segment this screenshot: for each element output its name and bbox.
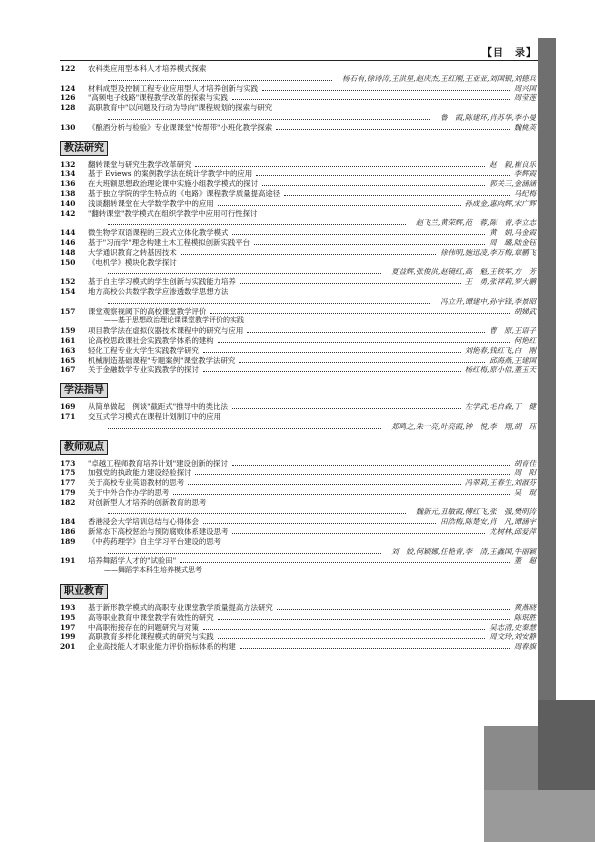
toc-section	[60, 135, 536, 376]
article-authors: 周莹莲	[513, 93, 536, 103]
article-title: 从简单做起 例谈"截距式"推导中的类比法	[88, 402, 228, 412]
dot-leader	[232, 228, 485, 235]
dot-leader	[173, 488, 510, 495]
article-title: 新常态下高校惩治与预防腐败体系建设思考	[88, 527, 229, 537]
article-authors: 郑鸣之,朱一亮,叶亮霞,钟 悦,李 翔,胡 珏	[391, 421, 536, 431]
article-authors: 徐伟明,施迅凌,李万梅,章鹏飞	[440, 247, 536, 257]
article-title: 《中药药理学》自主学习平台建设的思考	[88, 536, 222, 546]
page-number: 126	[60, 93, 76, 103]
page-number: 197	[60, 622, 76, 632]
toc-entry[interactable]	[60, 498, 536, 508]
page-number: 184	[60, 517, 76, 527]
page-number: 152	[60, 277, 76, 287]
dot-leader	[203, 365, 461, 372]
page-number: 195	[60, 612, 76, 622]
page-number: 191	[60, 556, 76, 566]
article-authors: 鲁 霞,陈建环,肖苏华,李小曼	[440, 112, 536, 122]
page-number: 179	[60, 487, 76, 497]
article-subtitle: ——舞蹈学本科生培养模式思考	[104, 566, 202, 575]
article-authors: 冯翠莉,王春生,刘淑芬	[464, 478, 536, 488]
article-title: 论高校思政课社会实践教学体系的建构	[88, 335, 214, 345]
article-title: 加强党的执政能力建设经验探讨	[88, 468, 192, 478]
article-title: "卓越工程师教育培养计划"建设创新的探讨	[88, 458, 228, 468]
toc-entry[interactable]	[60, 336, 536, 346]
toc-entry[interactable]	[60, 160, 536, 170]
toc-entry[interactable]	[60, 179, 536, 189]
article-authors: 周 璐,陆金钰	[489, 237, 536, 247]
page-number: 167	[60, 365, 76, 375]
toc-entry[interactable]	[60, 84, 536, 94]
article-authors: 刘艳春,钱红飞,白 刚	[464, 345, 536, 355]
page-number: 150	[60, 257, 76, 267]
page-number: 182	[60, 497, 76, 507]
article-title: 课堂观察视阈下的高校课堂教学评价	[88, 306, 207, 316]
article-authors: 董 超	[513, 556, 536, 566]
section-heading: 教师观点	[60, 440, 108, 455]
dot-leader	[203, 346, 461, 353]
article-authors: 夏益辉,张俊洪,赵镜红,高 魁,王铁军,方 芳	[391, 267, 536, 277]
toc-entry[interactable]	[60, 517, 536, 527]
article-title: 地方高校公共数学教学应渗透数学思想方法	[88, 286, 229, 296]
article-authors: 黄 娟,马金霞	[489, 228, 536, 238]
section-heading: 学法指导	[60, 383, 108, 398]
page-number: 199	[60, 632, 76, 642]
toc-entry[interactable]	[60, 346, 536, 356]
dot-leader	[203, 517, 436, 524]
dot-leader	[108, 422, 381, 429]
article-authors: 左学武,毛自森,丁 健	[464, 402, 536, 412]
table-of-contents	[60, 64, 536, 654]
dot-leader	[181, 248, 437, 255]
dot-leader	[232, 527, 485, 534]
dot-leader	[203, 623, 485, 630]
author-line	[60, 547, 536, 557]
article-authors: 魏新元,丑敏霞,傅红飞,张 强,樊明涛	[415, 507, 536, 517]
article-authors: 曹 原,王语子	[489, 326, 536, 336]
page-number: 144	[60, 228, 76, 238]
dot-leader	[232, 459, 510, 466]
dot-leader	[240, 277, 461, 284]
article-title: 材料成型及控制工程专业应用型人才培养创新与实践	[88, 83, 258, 93]
article-authors: 吴 琨	[513, 487, 536, 497]
article-title: 中高职衔接存在的问题研究与对策	[88, 622, 199, 632]
toc-section	[60, 578, 536, 652]
dot-leader	[195, 468, 509, 475]
toc-entry[interactable]	[60, 93, 536, 103]
article-authors: 黄燕晓	[513, 603, 536, 613]
article-subtitle: ——基于思想政治理论课课堂教学评价的实践	[104, 316, 244, 325]
toc-entry[interactable]	[60, 287, 536, 297]
dot-leader	[254, 238, 485, 245]
dot-leader	[284, 189, 510, 196]
page-header-title: 【目 录】	[482, 48, 537, 59]
dot-leader	[277, 603, 510, 610]
article-authors: 何艳红	[513, 335, 536, 345]
article-title: 关于金融数学专业实践教学的探讨	[88, 365, 199, 375]
dot-leader	[262, 179, 485, 186]
page-number: 130	[60, 122, 76, 132]
page-number: 171	[60, 411, 76, 421]
author-line	[60, 74, 536, 84]
toc-entry[interactable]	[60, 402, 536, 412]
toc-entry[interactable]	[60, 488, 536, 498]
page-number: 142	[60, 208, 76, 218]
header-rule	[60, 60, 538, 61]
page-number: 186	[60, 527, 76, 537]
article-authors: 李辉霞	[513, 169, 536, 179]
page-number: 163	[60, 345, 76, 355]
toc-entry[interactable]	[60, 228, 536, 238]
page-number: 122	[60, 64, 76, 73]
page-number: 173	[60, 458, 76, 468]
article-title: 关于高校专业英语教材的思考	[88, 478, 185, 488]
article-authors: 杨石有,徐诗涛,王洪星,赵庆杰,王红刚,王亚亚,刘国银,刘德兵	[342, 73, 536, 83]
page-number: 132	[60, 159, 76, 169]
page-number: 165	[60, 355, 76, 365]
page-number: 136	[60, 179, 76, 189]
page-number: 148	[60, 247, 76, 257]
toc-section	[60, 434, 536, 577]
dot-leader	[218, 336, 510, 343]
dot-leader	[195, 160, 485, 167]
article-title: "高频电子线路"课程教学改革的探索与实践	[88, 93, 228, 103]
article-title: 高等职业教育中课堂教学有效性的研究	[88, 612, 214, 622]
page-number: 159	[60, 326, 76, 336]
article-title: 《酿酒分析与检验》专业课课堂"传帮带"小班化教学探索	[88, 122, 273, 132]
article-authors: 邱海燕,王建国	[489, 355, 536, 365]
corner-decoration	[484, 790, 595, 842]
article-title: 轻化工程专业大学生实践教学研究	[88, 345, 199, 355]
dot-leader	[239, 356, 485, 363]
page-number: 161	[60, 335, 76, 345]
page-number: 157	[60, 306, 76, 316]
section-heading: 教法研究	[60, 141, 108, 156]
author-line	[60, 218, 536, 228]
article-title: 机械制造基础课程"专题案例"课堂教学法研究	[88, 355, 236, 365]
toc-entry[interactable]	[60, 258, 536, 268]
article-title: 微生物学双语课程的三段式立体化教学模式	[88, 228, 229, 238]
toc-entry[interactable]	[60, 103, 536, 113]
page-number: 175	[60, 468, 76, 478]
article-title: 香港浸会大学培训总结与心得体会	[88, 517, 199, 527]
page-number: 193	[60, 603, 76, 613]
toc-entry[interactable]	[60, 64, 536, 74]
dot-leader	[240, 642, 510, 649]
article-title: 高职教育多样化课程模式的研究与实践	[88, 632, 214, 642]
dot-leader	[108, 297, 430, 304]
side-bar-decoration	[538, 38, 556, 798]
dot-leader	[108, 507, 406, 514]
article-title: 基于独立学院的学生特点的《电路》课程教学质量提高途径	[88, 188, 281, 198]
article-authors: 魏桃英	[513, 122, 536, 132]
page-number: 134	[60, 169, 76, 179]
dot-leader	[108, 267, 381, 274]
page-number: 138	[60, 188, 76, 198]
dot-leader	[232, 93, 510, 100]
article-authors: 周兴国	[513, 83, 536, 93]
dot-leader	[108, 74, 332, 81]
article-authors: 赵飞兰,黄荣辉,范 蓉,陈 青,李立志	[415, 218, 536, 228]
toc-entry[interactable]	[60, 365, 536, 375]
toc-entry[interactable]	[60, 527, 536, 537]
page-number: 124	[60, 83, 76, 93]
toc-entry[interactable]	[60, 556, 536, 566]
article-title: 在大班额思想政治理论课中实施小组教学模式的探讨	[88, 179, 258, 189]
toc-section	[60, 64, 536, 133]
article-authors: 陈珉胜	[513, 612, 536, 622]
article-title: 基于新形教学模式的高职专业课堂教学质量提高方法研究	[88, 603, 273, 613]
dot-leader	[276, 123, 510, 130]
dot-leader	[247, 326, 485, 333]
toc-entry[interactable]	[60, 459, 536, 469]
dot-leader	[218, 199, 461, 206]
toc-entry[interactable]	[60, 209, 536, 219]
toc-entry[interactable]	[60, 623, 536, 633]
toc-entry[interactable]	[60, 642, 536, 652]
dot-leader	[218, 632, 486, 639]
toc-entry[interactable]	[60, 307, 536, 317]
article-authors: 冯立升,谭建中,孙宇锋,李景昭	[440, 296, 536, 306]
page-number: 189	[60, 536, 76, 546]
dot-leader	[210, 307, 510, 314]
article-authors: 周文玲,刘安静	[489, 632, 536, 642]
dot-leader	[108, 113, 430, 120]
article-authors: 吴志清,史秦慧	[489, 622, 536, 632]
author-line	[60, 422, 536, 432]
article-title: 基于"习而学"理念构建土木工程模拟创新实践平台	[88, 237, 251, 247]
article-authors: 田浩梅,陈楚安,肖 凡,谭涵宇	[440, 517, 536, 527]
dot-leader	[232, 402, 461, 409]
article-title: 基于 Eviews 的案例教学法在统计学教学中的应用	[88, 169, 253, 179]
article-authors: 刘 姣,何颖娜,任艳青,李 清,王鑫国,牛丽颖	[391, 546, 536, 556]
article-title: 农科类应用型本科人才培养模式探索	[88, 64, 207, 73]
page-number: 128	[60, 103, 76, 113]
author-line	[60, 267, 536, 277]
article-authors: 周 阳	[513, 468, 536, 478]
page-number: 154	[60, 286, 76, 296]
article-authors: 孙成金,惠向辉,宋广辉	[464, 198, 536, 208]
article-title: "翻转课堂"教学模式在组织学教学中应用可行性探讨	[88, 208, 258, 218]
page-number: 177	[60, 478, 76, 488]
author-line	[60, 113, 536, 123]
article-authors: 杨红梅,原小倍,董玉天	[464, 365, 536, 375]
article-title: 浅谈翻转课堂在大学数学教学中的应用	[88, 198, 214, 208]
dot-leader	[256, 169, 510, 176]
toc-entry[interactable]	[60, 613, 536, 623]
article-authors: 郭关三,金涵涵	[489, 179, 536, 189]
page-number: 146	[60, 237, 76, 247]
article-authors: 尤树林,邱爱萍	[489, 527, 536, 537]
toc-entry[interactable]	[60, 199, 536, 209]
toc-entry[interactable]	[60, 537, 536, 547]
page-number: 169	[60, 402, 76, 412]
dot-leader	[188, 478, 461, 485]
toc-entry[interactable]	[60, 189, 536, 199]
toc-section	[60, 377, 536, 431]
article-authors: 周春旗	[513, 642, 536, 652]
article-authors: 赵 毅,崔良乐	[489, 159, 536, 169]
toc-entry[interactable]	[60, 478, 536, 488]
toc-entry[interactable]	[60, 238, 536, 248]
toc-entry[interactable]	[60, 248, 536, 258]
dot-leader	[262, 84, 510, 91]
dot-leader	[108, 218, 406, 225]
article-title: 培养舞蹈学人才的"试验田"	[88, 556, 177, 566]
toc-entry[interactable]	[60, 412, 536, 422]
toc-entry[interactable]	[60, 603, 536, 613]
article-title: 交互式学习模式在课程计划制订中的应用	[88, 411, 222, 421]
toc-entry[interactable]	[60, 326, 536, 336]
article-title: 项目教学法在虚拟仪器技术课程中的研究与应用	[88, 326, 244, 336]
article-title: 高职教育中"以问题及行动为导向"课程规划的探索与研究	[88, 103, 273, 113]
toc-entry[interactable]	[60, 468, 536, 478]
article-authors: 马纪梅	[513, 188, 536, 198]
article-title: 《电机学》模块化教学探讨	[88, 257, 177, 267]
article-title: 翻转课堂与研究生教学改革研究	[88, 159, 192, 169]
dot-leader	[180, 556, 510, 563]
section-heading: 职业教育	[60, 584, 108, 599]
author-line	[60, 297, 536, 307]
page-number: 140	[60, 198, 76, 208]
article-title: 基于自主学习模式的学生创新与实践能力培养	[88, 277, 236, 287]
page-number: 201	[60, 642, 76, 652]
dot-leader	[218, 613, 510, 620]
toc-entry[interactable]	[60, 277, 536, 287]
author-line	[60, 507, 536, 517]
article-authors: 胡娣武	[513, 306, 536, 316]
article-authors: 王 勇,张祥莉,罗大鹏	[464, 277, 536, 287]
article-title: 大学通识教育之转基因技术	[88, 247, 177, 257]
toc-entry[interactable]	[60, 356, 536, 366]
toc-entry[interactable]	[60, 169, 536, 179]
article-title: 企业高技能人才职业能力评价指标体系的构建	[88, 642, 236, 652]
article-authors: 胡育佳	[513, 458, 536, 468]
article-title: 关于中外合作办学的思考	[88, 487, 170, 497]
toc-entry[interactable]	[60, 632, 536, 642]
toc-entry[interactable]	[60, 123, 536, 133]
dot-leader	[108, 547, 381, 554]
article-title: 对创新型人才培养的创新教育的思考	[88, 497, 207, 507]
